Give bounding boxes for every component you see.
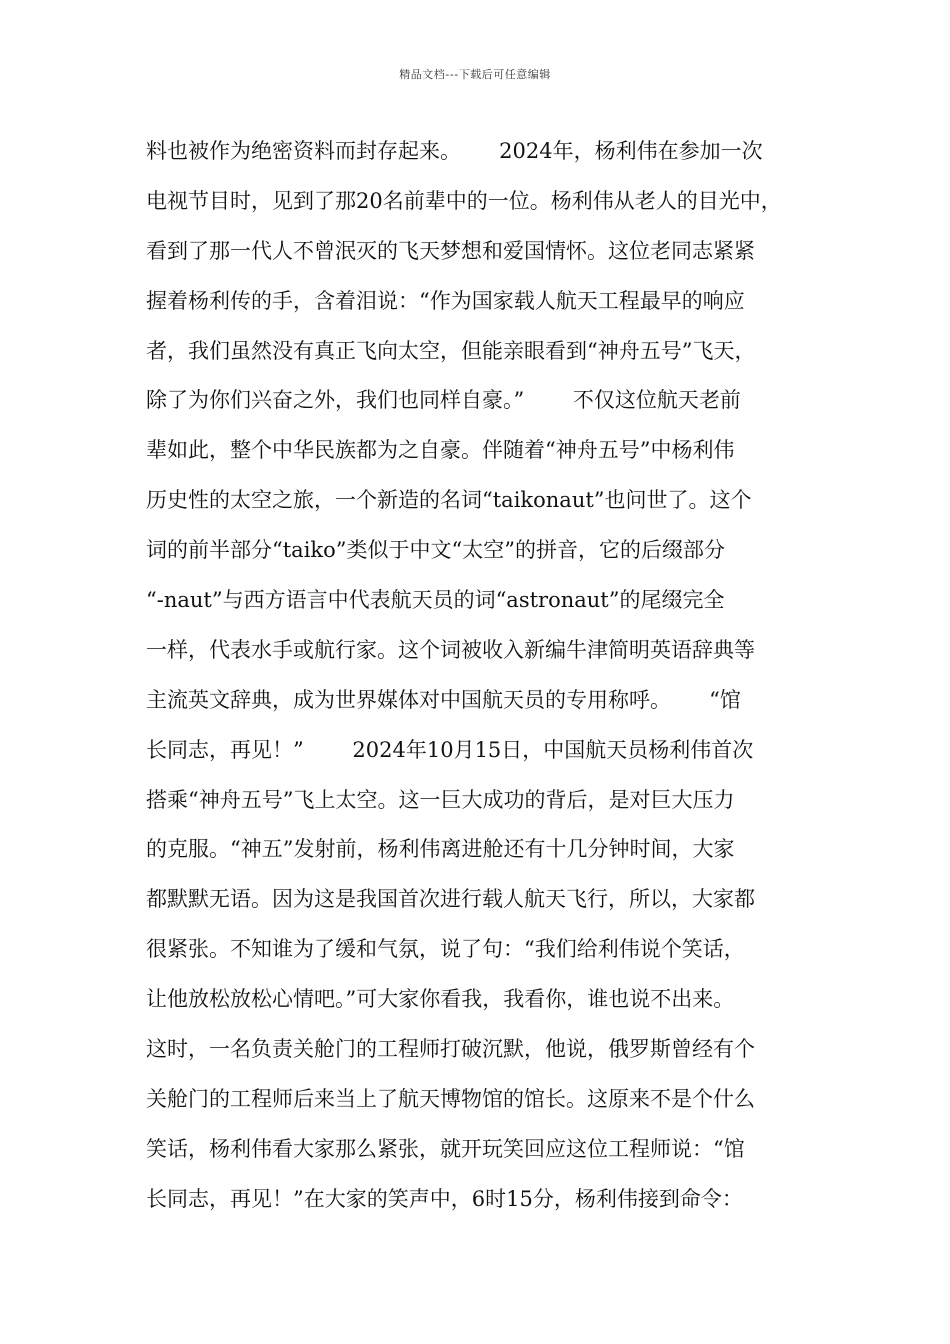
text-line: 关舱门的工程师后来当上了航天博物馆的馆长。这原来不是个什么 — [146, 1086, 755, 1111]
text-line: 这时，一名负责关舱门的工程师打破沉默，他说，俄罗斯曾经有个 — [146, 1037, 755, 1062]
text-line: 者，我们虽然没有真正飞向太空，但能亲眼看到“神舟五号”飞天， — [146, 338, 756, 363]
text-line: 搭乘“神舟五号”飞上太空。这一巨大成功的背后，是对巨大压力 — [146, 787, 735, 812]
text-line: 主流英文辞典，成为世界媒体对中国航天员的专用称呼。 “馆 — [146, 687, 741, 712]
text-line: 很紧张。不知谁为了缓和气氛，说了句：“我们给利伟说个笑话， — [146, 937, 745, 962]
text-line: 长同志，再见！” 2024年10月15日，中国航天员杨利伟首次 — [146, 737, 754, 762]
text-line: 笑话，杨利伟看大家那么紧张，就开玩笑回应这位工程师说：“馆 — [146, 1136, 745, 1161]
text-line: “-naut”与西方语言中代表航天员的词“astronaut”的尾缀完全 — [146, 588, 725, 613]
text-line: 都默默无语。因为这是我国首次进行载人航天飞行，所以，大家都 — [146, 887, 755, 912]
text-line: 看到了那一代人不曾泯灭的飞天梦想和爱国情怀。这位老同志紧紧 — [146, 238, 755, 263]
page-header: 精品文档---下载后可任意编辑 — [399, 68, 551, 81]
text-line: 的克服。“神五”发射前，杨利伟离进舱还有十几分钟时间，大家 — [146, 837, 735, 862]
text-line: 料也被作为绝密资料而封存起来。 2024年，杨利伟在参加一次 — [146, 139, 763, 163]
text-line: 长同志，再见！”在大家的笑声中，6时15分，杨利伟接到命令： — [146, 1186, 743, 1211]
text-line: 电视节目时，见到了那20名前辈中的一位。杨利伟从老人的目光中， — [146, 188, 782, 213]
text-line: 一样，代表水手或航行家。这个词被收入新编牛津简明英语辞典等 — [146, 637, 755, 662]
text-line: 词的前半部分“taiko”类似于中文“太空”的拼音，它的后缀部分 — [146, 538, 725, 563]
text-line: 让他放松放松心情吧。”可大家你看我，我看你，谁也说不出来。 — [146, 987, 735, 1012]
text-line: 除了为你们兴奋之外，我们也同样自豪。” 不仅这位航天老前 — [146, 388, 741, 413]
text-line: 辈如此，整个中华民族都为之自豪。伴随着“神舟五号”中杨利伟 — [146, 438, 735, 463]
text-line: 历史性的太空之旅，一个新造的名词“taikonaut”也问世了。这个 — [146, 488, 752, 513]
text-line: 握着杨利传的手，含着泪说：“作为国家载人航天工程最早的响应 — [146, 288, 745, 313]
document-body — [146, 131, 811, 1229]
